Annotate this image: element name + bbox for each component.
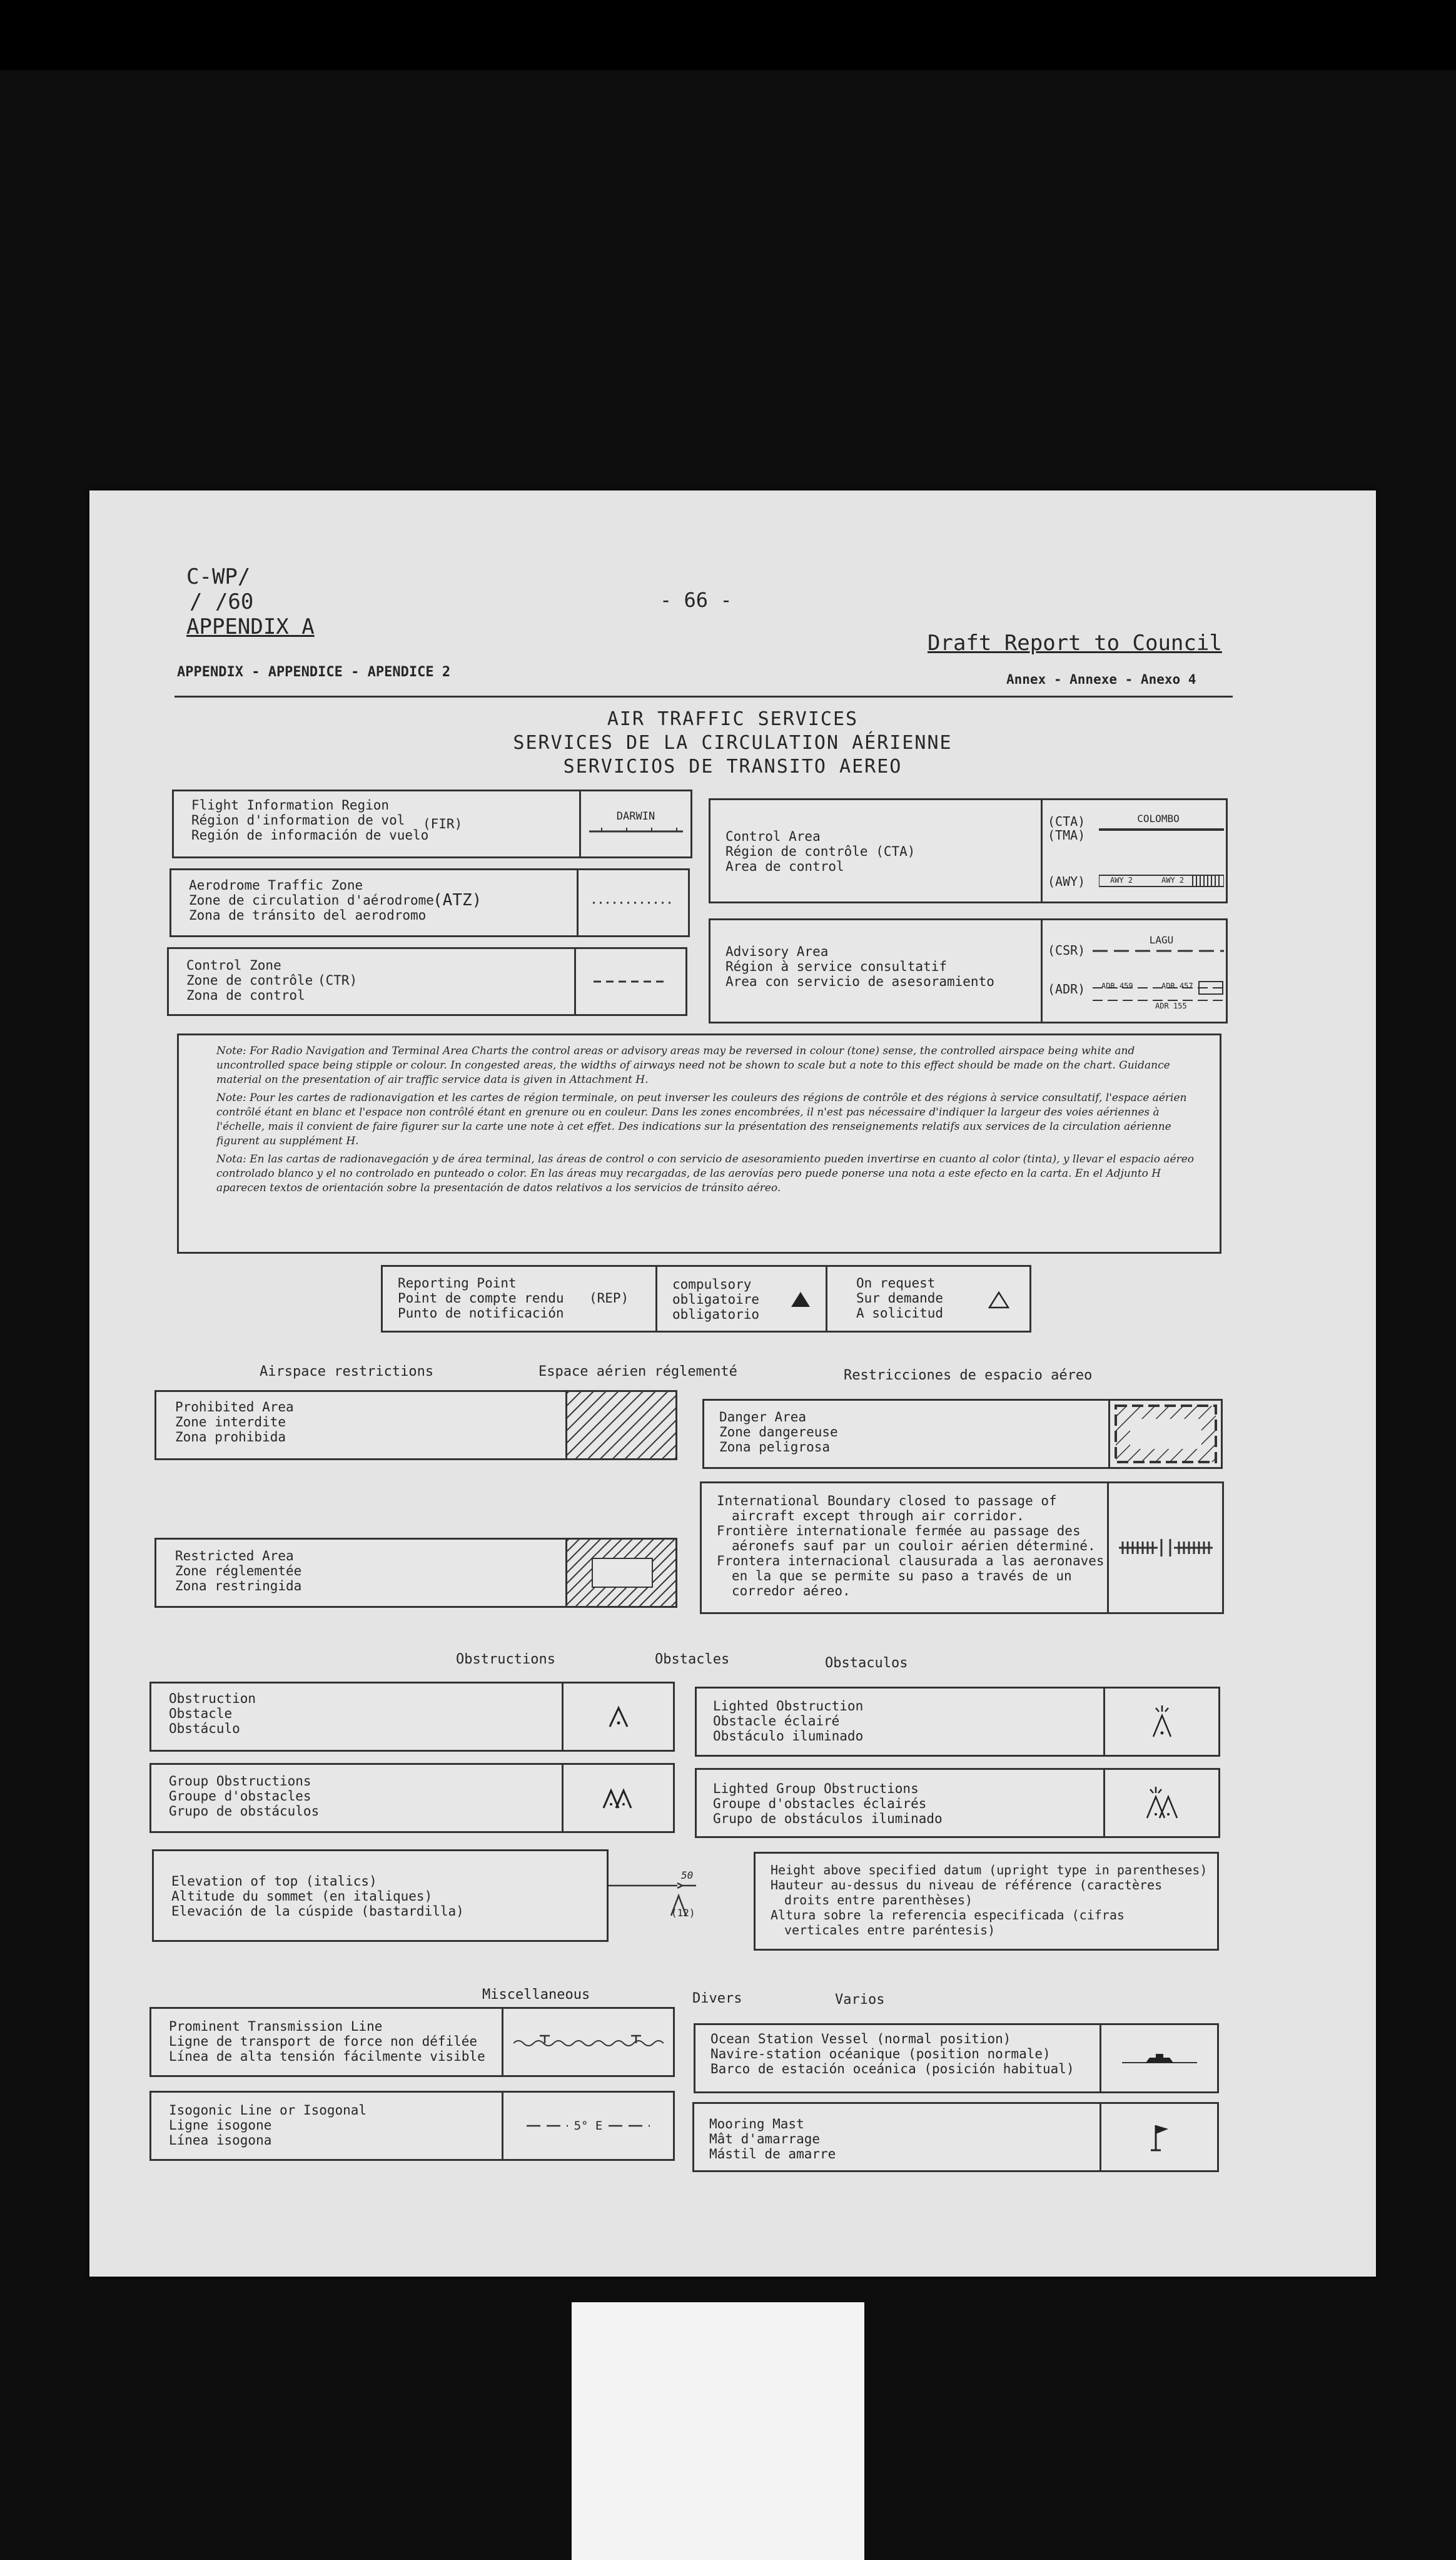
dashed-hatched-area-icon <box>1114 1404 1218 1464</box>
prohibited-fr: Zone interdite <box>175 1415 286 1430</box>
cta-es: Area de control <box>725 859 844 874</box>
advisory-symbol-label: LAGU <box>1149 934 1174 946</box>
title-en: AIR TRAFFIC SERVICES <box>607 708 859 730</box>
isogonic-dash-left-icon <box>527 2123 568 2129</box>
adr-label-1: ADR 459 <box>1101 982 1133 990</box>
danger-es: Zona peligrosa <box>719 1440 831 1455</box>
restricted-symbol <box>565 1540 675 1606</box>
group-obstructions-box <box>149 1763 675 1833</box>
cta-code-cta: (CTA) <box>1048 814 1086 829</box>
restricted-en: Restricted Area <box>175 1548 294 1563</box>
advisory-code-adr: (ADR) <box>1048 982 1086 997</box>
danger-symbol <box>1108 1401 1221 1467</box>
atz-code: (ATZ) <box>433 891 482 910</box>
airspace-heading-es: Restricciones de espacio aéreo <box>844 1368 1093 1383</box>
isogonic-symbol <box>502 2093 673 2159</box>
obstruction-icon <box>606 1704 631 1729</box>
advisory-symbol <box>1041 920 1226 1022</box>
elevation-box <box>152 1849 609 1942</box>
filled-triangle-icon <box>790 1291 811 1308</box>
ocean-en: Ocean Station Vessel (normal position) <box>710 2031 1011 2046</box>
isogonic-es: Línea isogona <box>169 2133 272 2148</box>
restricted-area-box <box>154 1538 677 1608</box>
advisory-es: Area con servicio de asesoramiento <box>725 974 994 989</box>
header-rule <box>174 696 1233 698</box>
isogonic-line-box <box>149 2091 675 2161</box>
lighted-en: Lighted Obstruction <box>713 1699 864 1714</box>
request-en: On request <box>856 1276 936 1291</box>
ctr-fr: Zone de contrôle <box>186 973 313 988</box>
obstruction-box <box>149 1682 675 1752</box>
atz-en: Aerodrome Traffic Zone <box>189 878 363 893</box>
group-en: Group Obstructions <box>169 1774 311 1789</box>
on-request-cell <box>826 1267 1029 1331</box>
ship-icon <box>1122 2049 1197 2068</box>
boundary-box <box>700 1481 1224 1614</box>
ref-line-2: / /60 <box>190 589 254 614</box>
advisory-route-icon <box>1093 978 1224 1009</box>
prohibited-area-box <box>154 1390 677 1460</box>
isogonic-value: 5° E <box>574 2119 603 2133</box>
white-card <box>572 2302 864 2560</box>
compulsory-fr: obligatoire <box>672 1292 760 1307</box>
restricted-fr: Zone réglementée <box>175 1563 302 1578</box>
cta-en: Control Area <box>725 829 821 844</box>
reporting-point-box <box>381 1265 1031 1333</box>
advisory-code-csr: (CSR) <box>1048 943 1086 958</box>
boundary-line-3: Frontière internationale fermée au passage des <box>717 1523 1081 1538</box>
transmission-symbol <box>502 2009 673 2075</box>
appendix-label: APPENDIX A <box>186 614 315 639</box>
obstruction-es: Obstáculo <box>169 1721 240 1736</box>
isogonic-en: Isogonic Line or Isogonal <box>169 2103 367 2118</box>
mooring-mast-symbol <box>1100 2104 1217 2170</box>
danger-fr: Zone dangereuse <box>719 1425 838 1440</box>
ref-line-1: C-WP/ <box>186 564 251 589</box>
boundary-symbol <box>1107 1483 1222 1612</box>
awy-label-1: AWY 2 <box>1110 876 1133 885</box>
annex-heading: Annex - Annexe - Anexo 4 <box>1006 672 1196 687</box>
cta-fr: Région de contrôle (CTA) <box>725 844 916 859</box>
height-line-4: Altura sobre la referencia especificada (cifras <box>771 1907 1125 1923</box>
mooring-mast-box <box>692 2102 1219 2172</box>
elevation-value-top: 50 <box>681 1869 694 1881</box>
height-line-5: verticales entre paréntesis) <box>784 1923 996 1938</box>
prohibited-symbol <box>565 1392 675 1458</box>
compulsory-es: obligatorio <box>672 1307 760 1322</box>
cta-symbol-label: COLOMBO <box>1137 813 1180 825</box>
obstruction-en: Obstruction <box>169 1691 256 1706</box>
cta-boundary-icon <box>1099 826 1224 833</box>
reporting-en: Reporting Point <box>398 1276 517 1291</box>
height-line-1: Height above specified datum (upright type in parentheses) <box>771 1862 1208 1877</box>
adr-label-3: ADR 155 <box>1155 1002 1187 1010</box>
request-fr: Sur demande <box>856 1291 944 1306</box>
misc-heading-fr: Divers <box>692 1991 742 2006</box>
elevation-en: Elevation of top (italics) <box>171 1874 377 1889</box>
fir-symbol <box>579 791 690 856</box>
compulsory-en: compulsory <box>672 1277 752 1292</box>
note-fr: Note: Pour les cartes de radionavigation et les cartes de région terminale, on peut inverser les couleurs des régions de contrôle et des régions à service consultatif, l'espace aérien contrôlé étant en blanc et l'espace non contrôlé étant en grenure ou en couleur. Dans les zones encombrées, il n'est pas nécessaire d'indiquer la largeur des voies aériennes à l'échelle, mais il convient de faire figurer sur la carte une note à cet effet. Des indications sur la présentation des renseignements relatifs aux services de la circulation aérienne figurent au supplément H. <box>216 1092 1187 1147</box>
reporting-es: Punto de notificación <box>398 1306 564 1321</box>
elevation-value-bottom: (12) <box>671 1907 695 1919</box>
open-triangle-icon <box>988 1291 1010 1309</box>
cta-legend-box <box>709 798 1228 903</box>
hatched-area-icon <box>567 1392 677 1458</box>
fir-code: (FIR) <box>423 816 463 831</box>
top-dark-strip <box>0 0 1456 70</box>
prohibited-es: Zona prohibida <box>175 1430 286 1445</box>
boundary-line-1: International Boundary closed to passage of <box>717 1493 1057 1508</box>
group-fr: Groupe d'obstacles <box>169 1789 311 1804</box>
lighted-group-symbol <box>1103 1770 1218 1836</box>
ctr-en: Control Zone <box>186 958 281 973</box>
cta-code-awy: (AWY) <box>1048 874 1086 889</box>
mooring-es: Mástil de amarre <box>709 2146 836 2161</box>
reporting-fr: Point de compte rendu <box>398 1291 564 1306</box>
ocean-es: Barco de estación oceánica (posición habitual) <box>710 2061 1074 2076</box>
fir-en: Flight Information Region <box>191 798 390 813</box>
group-obstructions-symbol <box>562 1765 673 1831</box>
airspace-heading-en: Airspace restrictions <box>260 1364 434 1379</box>
group-es: Grupo de obstáculos <box>169 1804 320 1819</box>
elevation-fr: Altitude du sommet (en italiques) <box>171 1889 433 1904</box>
advisory-legend-box <box>709 918 1228 1023</box>
advisory-en: Advisory Area <box>725 944 829 959</box>
atz-es: Zona de tránsito del aerodromo <box>189 908 427 923</box>
cta-code-tma: (TMA) <box>1048 828 1086 843</box>
power-line-icon <box>513 2034 664 2050</box>
restricted-es: Zona restringida <box>175 1578 302 1593</box>
document-page <box>89 490 1376 2277</box>
boundary-line-4: aéronefs sauf par un couloir aérien déterminé. <box>732 1538 1096 1553</box>
adr-label-2: ADR 457 <box>1161 982 1193 990</box>
lighted-obstruction-box <box>695 1687 1220 1757</box>
lighted-group-en: Lighted Group Obstructions <box>713 1781 919 1796</box>
obstruction-symbol <box>562 1684 673 1750</box>
ctr-es: Zona de control <box>186 988 305 1003</box>
lighted-fr: Obstacle éclairé <box>713 1714 840 1729</box>
boundary-line-7: corredor aéreo. <box>732 1583 851 1598</box>
request-es: A solicitud <box>856 1306 944 1321</box>
atz-symbol <box>577 870 688 935</box>
boundary-line-5: Frontera internacional clausurada a las aeronaves <box>717 1553 1105 1568</box>
advisory-boundary-icon <box>1093 948 1224 954</box>
cta-symbol <box>1041 800 1226 902</box>
fir-fr: Région d'information de vol <box>191 813 405 828</box>
obstructions-heading-en: Obstructions <box>456 1652 555 1667</box>
isogonic-dash-right-icon <box>609 2123 650 2129</box>
title-es: SERVICIOS DE TRANSITO AEREO <box>563 756 902 778</box>
isogonic-fr: Ligne isogone <box>169 2118 272 2133</box>
elevation-es: Elevación de la cúspide (bastardilla) <box>171 1904 464 1919</box>
lighted-group-fr: Groupe d'obstacles éclairés <box>713 1796 927 1811</box>
mooring-en: Mooring Mast <box>709 2116 804 2131</box>
airway-icon <box>1099 873 1224 889</box>
atz-dotted-line-icon <box>593 900 674 906</box>
transmission-fr: Ligne de transport de force non défilée <box>169 2034 478 2049</box>
atz-legend-box <box>169 868 690 937</box>
height-box <box>754 1852 1219 1951</box>
draft-report-title: Draft Report to Council <box>928 631 1222 656</box>
transmission-en: Prominent Transmission Line <box>169 2019 383 2034</box>
height-line-2: Hauteur au-dessus du niveau de référence (caractères <box>771 1877 1163 1892</box>
ocean-fr: Navire-station océanique (position normale) <box>710 2046 1051 2061</box>
title-fr: SERVICES DE LA CIRCULATION AÉRIENNE <box>513 732 953 754</box>
danger-en: Danger Area <box>719 1410 807 1425</box>
misc-heading-en: Miscellaneous <box>482 1987 590 2003</box>
lighted-group-obstructions-icon <box>1145 1785 1180 1821</box>
misc-heading-es: Varios <box>835 1992 885 2008</box>
group-obstructions-icon <box>601 1785 636 1811</box>
prohibited-en: Prohibited Area <box>175 1399 294 1415</box>
atz-fr: Zone de circulation d'aérodrome <box>189 893 434 908</box>
fir-es: Región de información de vuelo <box>191 828 429 843</box>
ctr-symbol <box>574 949 685 1014</box>
hatched-frame-icon <box>567 1540 677 1606</box>
note-en: Note: For Radio Navigation and Terminal Area Charts the control areas or advisory areas may be reversed in colour (tone) sense, the controlled airspace being white and uncontrolled space being stipple or colour. In congested areas, the widths of airways need not be shown to scale but a note to this effect should be made on the chart. Guidance material on the presentation of air traffic service data is given in Attachment H. <box>216 1045 1170 1086</box>
ocean-station-symbol <box>1100 2025 1217 2091</box>
ocean-station-box <box>694 2023 1219 2093</box>
boundary-line-2: aircraft except through air corridor. <box>732 1508 1024 1523</box>
reporting-code: (REP) <box>589 1291 629 1306</box>
transmission-line-box <box>149 2007 675 2077</box>
mooring-fr: Mât d'amarrage <box>709 2131 821 2146</box>
obstructions-heading-fr: Obstacles <box>655 1652 730 1667</box>
obstruction-fr: Obstacle <box>169 1706 233 1721</box>
awy-label-2: AWY 2 <box>1161 876 1185 885</box>
obstructions-heading-es: Obstaculos <box>825 1655 908 1671</box>
closed-boundary-icon <box>1119 1535 1213 1560</box>
airspace-heading-fr: Espace aérien réglementé <box>538 1364 737 1379</box>
notes-box <box>177 1034 1221 1254</box>
advisory-fr: Région à service consultatif <box>725 959 948 974</box>
lighted-es: Obstáculo iluminado <box>713 1729 864 1744</box>
lighted-obstruction-icon <box>1150 1704 1175 1739</box>
fir-legend-box <box>172 790 692 858</box>
boundary-line-6: en la que se permite su paso a través de un <box>732 1568 1072 1583</box>
ctr-code: (CTR) <box>318 973 358 988</box>
ctr-legend-box <box>167 947 687 1016</box>
ctr-dashed-line-icon <box>594 978 669 985</box>
mooring-mast-icon <box>1147 2121 1172 2153</box>
fir-symbol-label: DARWIN <box>616 810 655 823</box>
compulsory-cell <box>655 1267 826 1331</box>
note-es: Nota: En las cartas de radionavegación y de área terminal, las áreas de control o con servicio de asesoramiento pueden invertirse en cuanto al color (tinta), y llevar el espacio aéreo controlado blanco y el no controlado en punteado o color. En las áreas muy recargadas, de las aerovías pero puede ponerse una nota a este efecto en la carta. En el Adjunto H aparecen textos de orientación sobre la presentación de datos relativos a los servicios de tránsito aéreo. <box>216 1153 1195 1194</box>
page-number: - 66 - <box>660 588 732 612</box>
transmission-es: Línea de alta tensión fácilmente visible <box>169 2049 485 2064</box>
lighted-group-es: Grupo de obstáculos iluminado <box>713 1811 943 1826</box>
danger-area-box <box>702 1399 1223 1469</box>
fir-boundary-icon <box>589 825 683 838</box>
lighted-group-box <box>695 1768 1220 1838</box>
height-line-3: droits entre parenthèses) <box>784 1892 973 1907</box>
appendix-heading: APPENDIX - APPENDICE - APENDICE 2 <box>177 664 451 680</box>
lighted-obstruction-symbol <box>1103 1689 1218 1755</box>
